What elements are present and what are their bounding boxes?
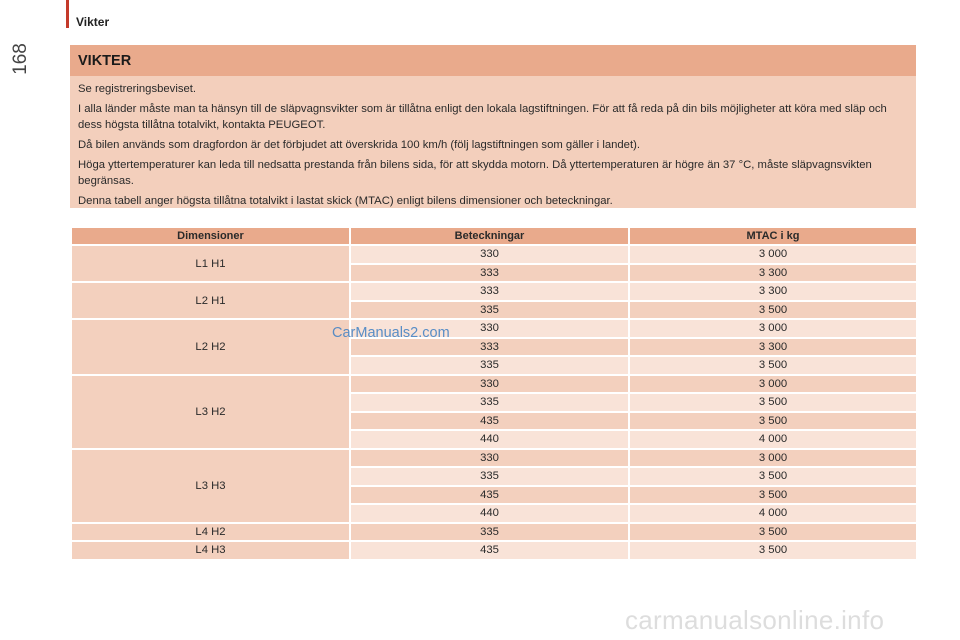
beteckning-cell: 435 [350,486,629,505]
mtac-cell: 3 500 [629,541,917,560]
mtac-cell: 3 300 [629,338,917,357]
mtac-cell: 3 300 [629,282,917,301]
section-heading: VIKTER [70,45,916,76]
table-header-row [71,227,917,245]
table-row [71,282,917,301]
page-number: 168 [10,43,31,75]
column-header-beteckningar: Beteckningar [350,227,629,245]
intro-text [70,76,916,209]
table-row [71,245,917,264]
dimension-cell: L1 H1 [71,245,350,282]
dimension-cell: L2 H1 [71,282,350,319]
beteckning-cell: 440 [350,430,629,449]
dimension-cell: L4 H3 [71,541,350,560]
beteckning-cell: 330 [350,245,629,264]
page-header-title: Vikter [76,15,110,29]
mtac-cell: 3 000 [629,319,917,338]
mtac-cell: 3 500 [629,486,917,505]
header-accent-bar [66,0,69,28]
mtac-cell: 3 500 [629,412,917,431]
column-header-dimensioner: Dimensioner [71,227,350,245]
table-body [71,245,917,560]
beteckning-cell: 435 [350,412,629,431]
mtac-cell: 3 500 [629,356,917,375]
watermark-carmanuals2: CarManuals2.com [332,325,450,341]
dimension-cell: L2 H2 [71,319,350,375]
mtac-cell: 3 500 [629,523,917,542]
weights-table [70,226,918,561]
mtac-cell: 3 300 [629,264,917,283]
column-header-mtac: MTAC i kg [629,227,917,245]
beteckning-cell: 333 [350,282,629,301]
intro-paragraph: Se registreringsbeviset. [78,83,197,95]
beteckning-cell: 330 [350,449,629,468]
intro-paragraph: I alla länder måste man ta hänsyn till de släpvagnsvikter som är tillåtna enligt den lokala lagstiftningen. För att få reda på din bils möjligheter att köra med släp och dess högsta tillåtna totalvikt, kontakta PEUGEOT. [78,103,887,131]
mtac-cell: 3 000 [629,245,917,264]
watermark-carmanualsonline: carmanualsonline.info [625,605,885,635]
dimension-cell: L3 H3 [71,449,350,523]
beteckning-cell: 335 [350,301,629,320]
mtac-cell: 3 500 [629,301,917,320]
mtac-cell: 3 500 [629,467,917,486]
beteckning-cell: 335 [350,356,629,375]
mtac-cell: 3 500 [629,393,917,412]
intro-paragraph: Denna tabell anger högsta tillåtna totalvikt i lastat skick (MTAC) enligt bilens dimensioner och beteckningar. [78,195,613,207]
beteckning-cell: 435 [350,541,629,560]
table-row [71,449,917,468]
mtac-cell: 3 000 [629,449,917,468]
beteckning-cell: 335 [350,467,629,486]
beteckning-cell: 333 [350,264,629,283]
beteckning-cell: 330 [350,319,629,338]
intro-box [70,45,916,208]
mtac-cell: 3 000 [629,375,917,394]
beteckning-cell: 333 [350,338,629,357]
table-row [71,523,917,542]
beteckning-cell: 335 [350,523,629,542]
dimension-cell: L4 H2 [71,523,350,542]
table-row [71,375,917,394]
mtac-cell: 4 000 [629,430,917,449]
beteckning-cell: 330 [350,375,629,394]
beteckning-cell: 335 [350,393,629,412]
intro-paragraph: Då bilen används som dragfordon är det förbjudet att överskrida 100 km/h (följ lagstiftningen som gäller i landet). [78,139,641,151]
dimension-cell: L3 H2 [71,375,350,449]
table-row [71,319,917,338]
beteckning-cell: 440 [350,504,629,523]
mtac-cell: 4 000 [629,504,917,523]
intro-paragraph: Höga yttertemperaturer kan leda till nedsatta prestanda från bilens sida, för att skydda motorn. Då yttertemperaturen är högre än 37 °C, måste släpvagnsvikten begränsas. [78,159,872,187]
table-row [71,541,917,560]
